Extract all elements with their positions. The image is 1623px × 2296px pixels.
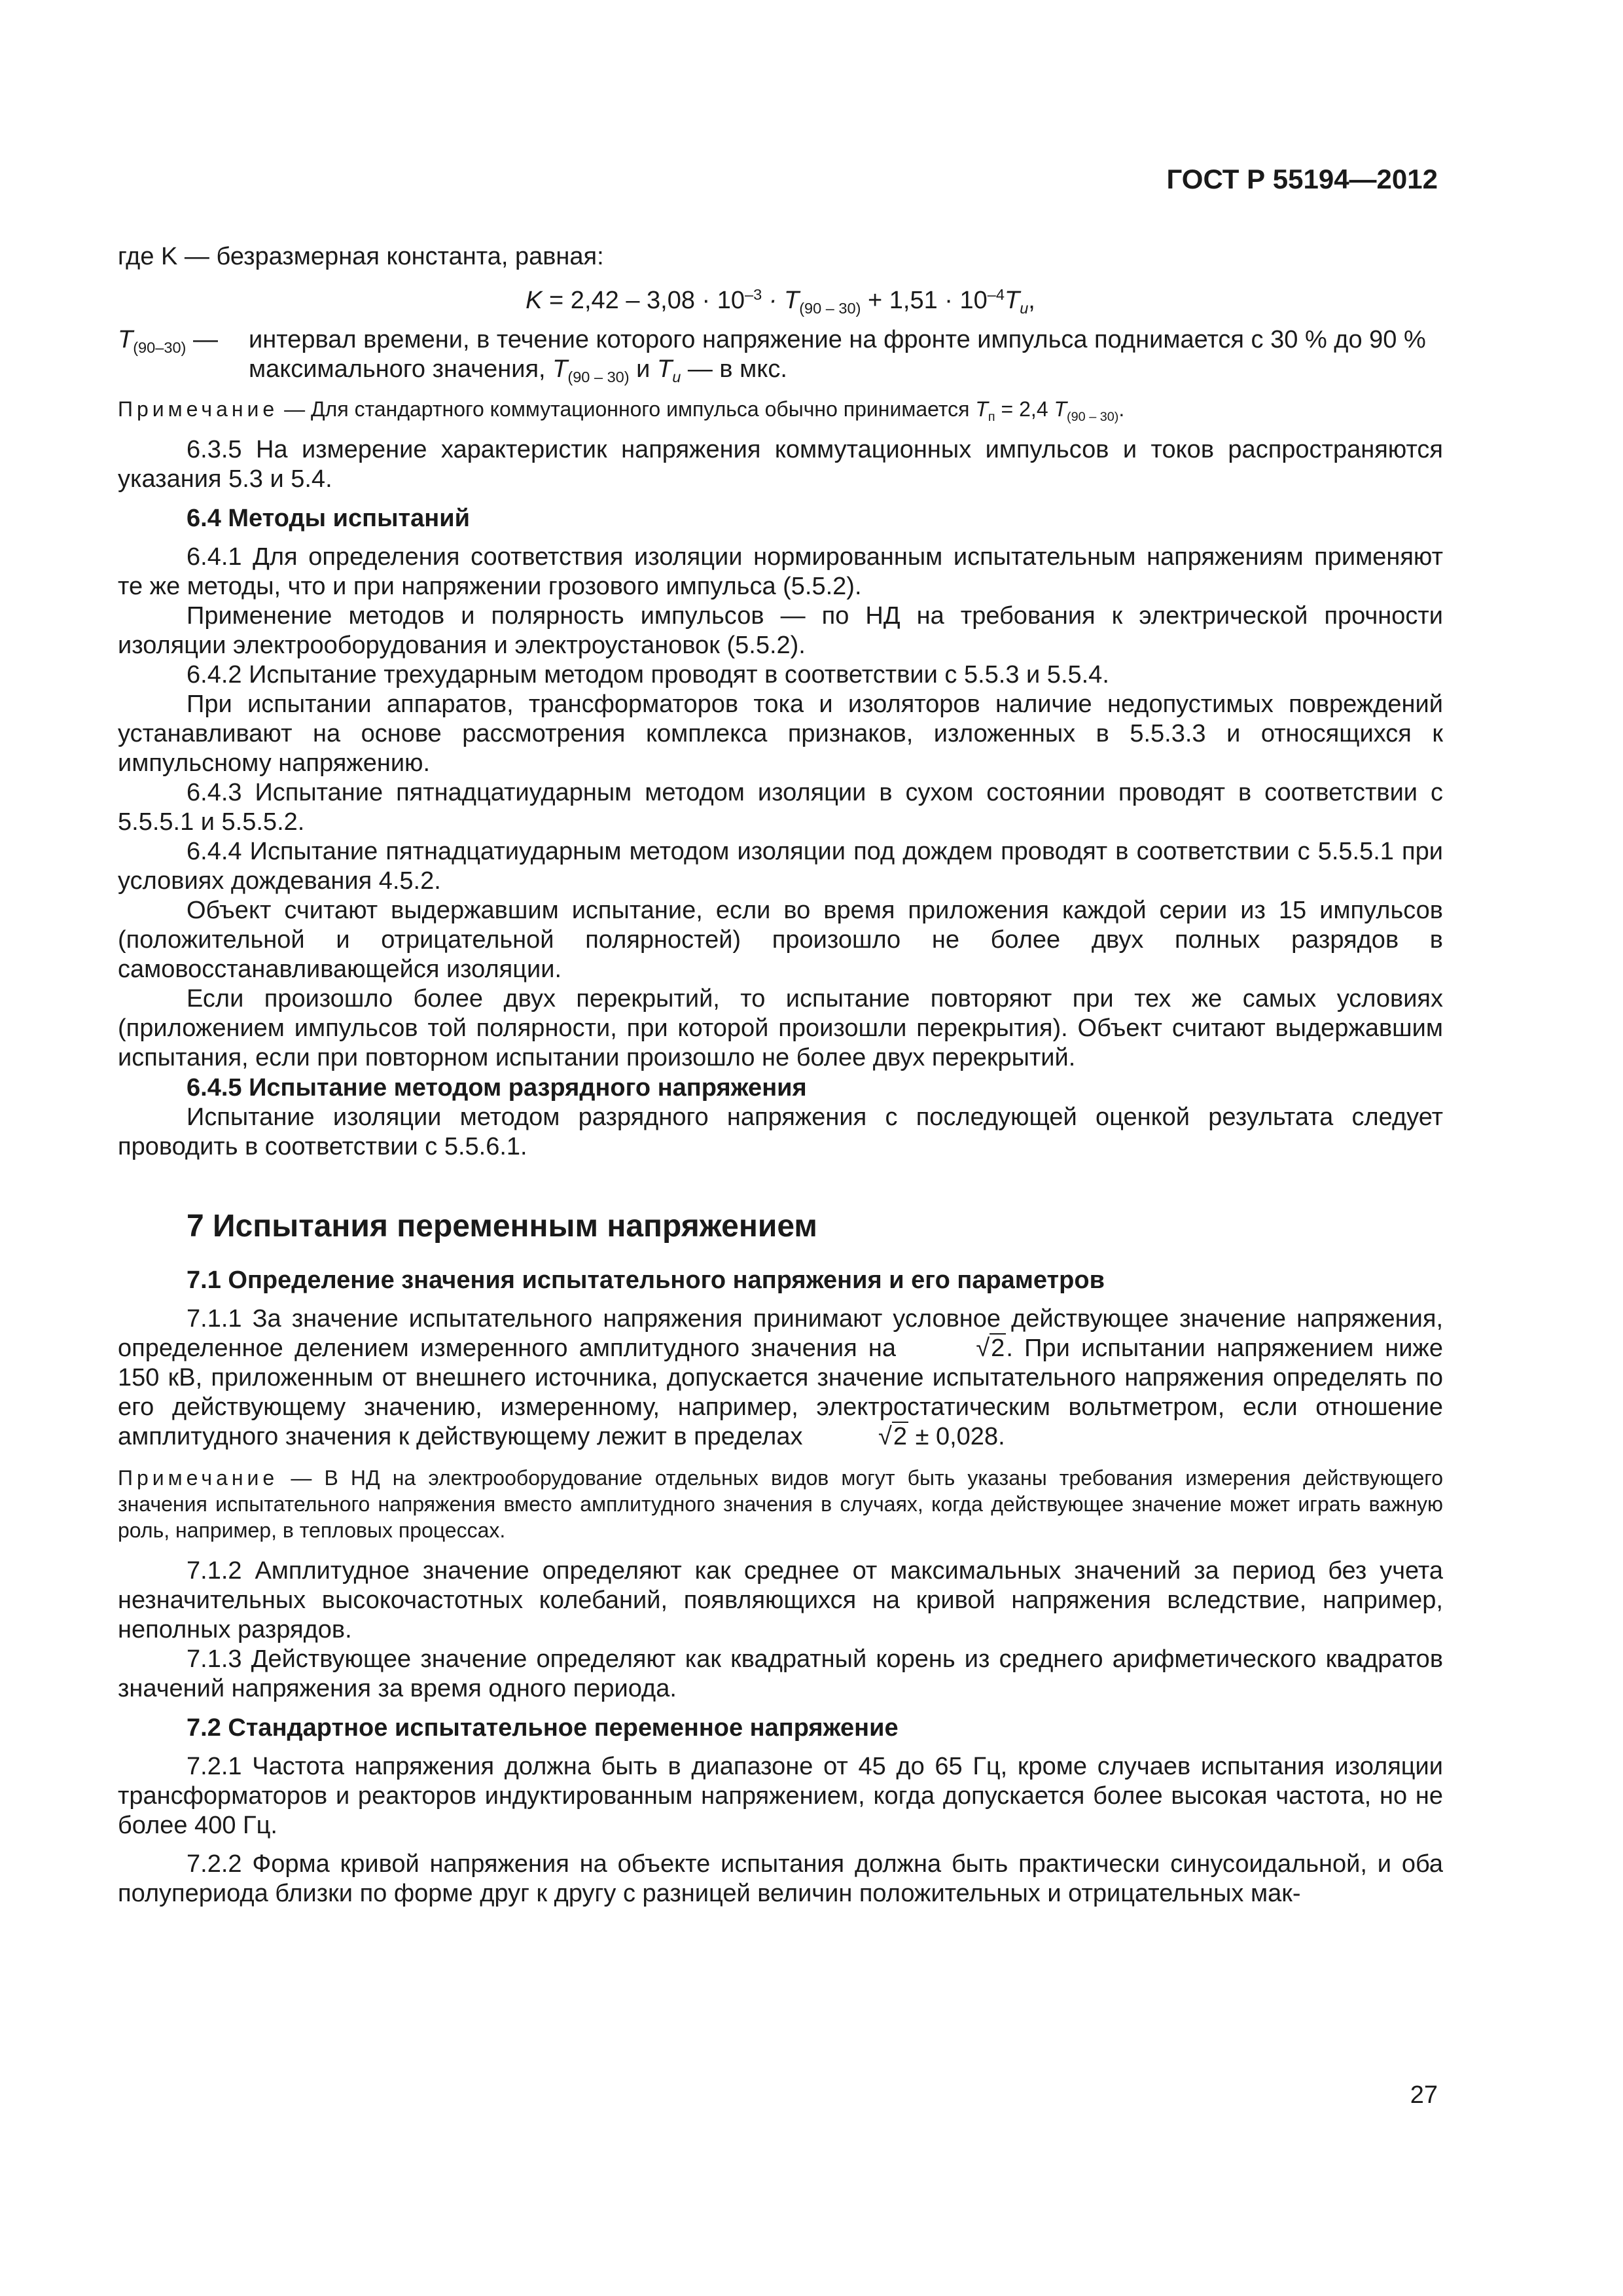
para-6-4-2: 6.4.2 Испытание трехударным методом проводят в соответствии с 5.5.3 и 5.5.4. xyxy=(187,661,1109,689)
para-6-4-1b: Применение методов и полярность импульсов — по НД на требования к электрической прочности изоляции электрооборудования и электроустановок (5.5.2). xyxy=(118,602,1443,659)
para-6-4-4b: Объект считают выдержавшим испытание, если во время приложения каждой серии из 15 импульсов (положительной и отрицательной полярностей) произошло не более двух полных разрядов в самовосстанавливающейся изоляции. xyxy=(118,897,1443,983)
para-7-2-1: 7.2.1 Частота напряжения должна быть в диапазоне от 45 до 65 Гц, кроме случаев испытания изоляции трансформаторов и реакторов индуктированным напряжением, когда допускается более высокая частота, но не более 400 Гц. xyxy=(118,1753,1443,1839)
page-body xyxy=(118,151,1443,1909)
para-6-4-2b: При испытании аппаратов, трансформаторов тока и изоляторов наличие недопустимых повреждений устанавливают на основе рассмотрения комплекса признаков, изложенных в 5.5.3.3 и относящихся к импульсному напряжению. xyxy=(118,691,1443,777)
para-6-4-3: 6.4.3 Испытание пятнадцатиударным методом изоляции в сухом состоянии проводят в соответствии с 5.5.5.1 и 5.5.5.2. xyxy=(118,779,1443,836)
para-7-2-2: 7.2.2 Форма кривой напряжения на объекте испытания должна быть практически синусоидальной, и оба полупериода близки по форме друг к другу с разницей величин положительных и отрицательных мак- xyxy=(118,1850,1443,1907)
heading-6-4: 6.4 Методы испытаний xyxy=(187,505,470,532)
heading-6-4-5: 6.4.5 Испытание методом разрядного напряжения xyxy=(187,1074,807,1102)
heading-7-2: 7.2 Стандартное испытательное переменное напряжение xyxy=(187,1714,899,1742)
sqrt-2-symbol: √2 xyxy=(976,1335,1005,1362)
definition-t90-30: $T_{(90-30)}$ — интервал времени, в течение которого напряжение на фронте импульса поднимается с 30 % до 90 % максимального значения, $T_{(90 - 30)}$ и $T_u$ — в мкс. xyxy=(118,326,1426,386)
para-7-1-1: 7.1.1 За значение испытательного напряжения принимают условное действующее значение напряжения, определенное делением измеренного амплитудного значения на √2. При испытании напряжением ниже 150 кВ, приложенным от внешнего источника, допускается значение испытательного напряжения определять по его действующему значению, измеренному, например, электростатическим вольтметром, если отношение амплитудного значения к действующему лежит в пределах √2 ± 0,028. xyxy=(118,1305,1443,1450)
para-6-4-1: 6.4.1 Для определения соответствия изоляции нормированным испытательным напряжениям применяют те же методы, что и при напряжении грозового импульса (5.5.2). xyxy=(118,543,1443,600)
document-header: ГОСТ Р 55194—2012 xyxy=(1166,164,1438,194)
page-number: 27 xyxy=(1410,2081,1438,2109)
k-formula: $K = 2,42 - 3,08 \cdot 10^{-3} \cdot T_{(90 - 30)} + 1,51 \cdot 10^{-4}T_u$, xyxy=(526,286,1035,317)
sqrt-2-symbol: √2 xyxy=(878,1423,908,1450)
note-2: Примечание — В НД на электрооборудование отдельных видов могут быть указаны требования измерения действующего значения испытательного напряжения вместо амплитудного значения в случаях, когда действующее значение может играть важную роль, например, в тепловых процессах. xyxy=(118,1466,1443,1542)
heading-7-1: 7.1 Определение значения испытательного напряжения и его параметров xyxy=(187,1266,1105,1294)
para-6-3-5: 6.3.5 На измерение характеристик напряжения коммутационных импульсов и токов распространяются указания 5.3 и 5.4. xyxy=(118,436,1443,493)
para-6-4-4c: Если произошло более двух перекрытий, то испытание повторяют при тех же самых условиях (приложением импульсов той полярности, при которой произошли перекрытия). Объект считают выдержавшим испытания, если при повторном испытании произошло не более двух перекрытий. xyxy=(118,985,1443,1071)
para-7-1-2: 7.1.2 Амплитудное значение определяют как среднее от максимальных значений за период без учета незначительных высокочастотных колебаний, появляющихся на кривой напряжения вследствие, например, неполных разрядов. xyxy=(118,1557,1443,1643)
heading-7: 7 Испытания переменным напряжением xyxy=(187,1209,817,1244)
note-1: Примечание — Для стандартного коммутационного импульса обычно принимается $T_п = 2,4$ $T_{(90 - 30)}$. xyxy=(118,397,1125,424)
para-6-4-4: 6.4.4 Испытание пятнадцатиударным методом изоляции под дождем проводят в соответствии с 5.5.5.1 при условиях дождевания 4.5.2. xyxy=(118,838,1443,895)
para-7-1-3: 7.1.3 Действующее значение определяют как квадратный корень из среднего арифметического квадратов значений напряжения за время одного периода. xyxy=(118,1645,1443,1702)
intro-text: где K — безразмерная константа, равная: xyxy=(118,243,604,270)
para-6-4-5: Испытание изоляции методом разрядного напряжения с последующей оценкой результата следует проводить в соответствии с 5.5.6.1. xyxy=(118,1103,1443,1160)
